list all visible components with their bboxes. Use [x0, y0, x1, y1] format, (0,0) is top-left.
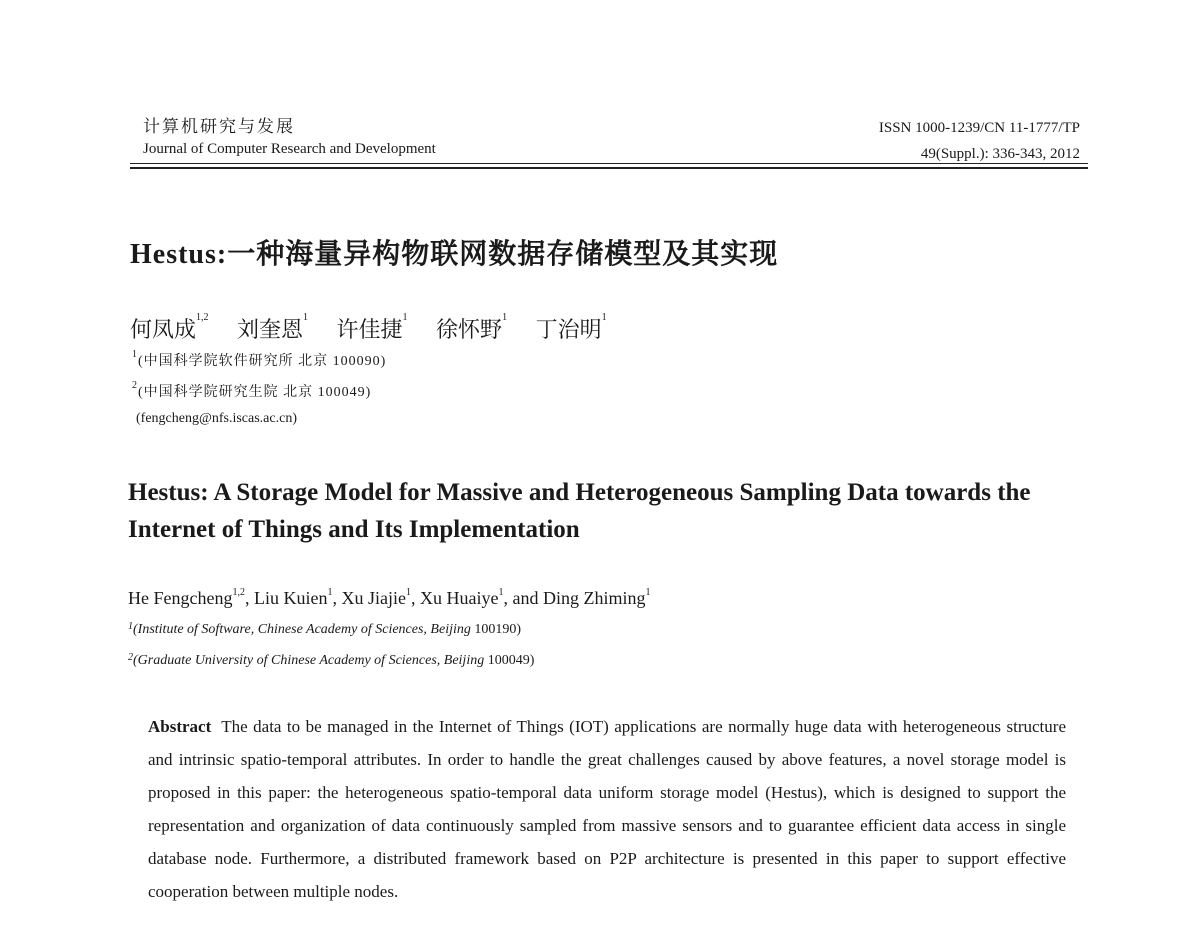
author-cn: 许佳捷$^1$	[336, 312, 408, 342]
author-cn: 何凤成$^{1,2}$	[130, 312, 209, 342]
author-en: Liu Kuien$^1$	[253, 587, 333, 608]
author-cn: 丁治明$^1$	[535, 312, 607, 342]
affiliation-en-2: $^2$(Graduate University of Chinese Academy of Sciences, Beijing 100049)	[128, 652, 535, 668]
affiliation-cn-1: $^1$(中国科学院软件研究所 北京 100090)	[132, 349, 387, 369]
author-en: He Fengcheng$^{1,2}$	[128, 587, 245, 608]
affiliation-cn-2: $^2$(中国科学院研究生院 北京 100049)	[132, 380, 372, 400]
author-cn: 刘奎恩$^1$	[237, 312, 309, 342]
author-email: (fengcheng@nfs.iscas.ac.cn)	[136, 411, 297, 426]
author-en: Xu Jiajie$^1$	[341, 587, 411, 608]
paper-title-cn: Hestus:一种海量异构物联网数据存储模型及其实现	[130, 239, 779, 270]
author-list-cn	[130, 313, 607, 344]
issn: ISSN 1000-1239/CN 11-1777/TP	[878, 120, 1080, 136]
abstract-label: Abstract	[148, 717, 212, 736]
journal-name-cn: 计算机研究与发展	[143, 117, 295, 136]
abstract	[148, 710, 1066, 908]
author-list-en: He Fengcheng$^{1,2}$, Liu Kuien$^1$, Xu Jiajie$^1$, Xu Huaiye$^1$, and Ding Zhiming$^1$	[128, 587, 651, 608]
author-en: Ding Zhiming$^1$	[542, 587, 651, 608]
journal-name-en: Journal of Computer Research and Development	[143, 141, 436, 157]
affiliation-en-1: $^1$(Institute of Software, Chinese Academy of Sciences, Beijing 100190)	[128, 621, 522, 637]
header-rule-thin	[130, 163, 1088, 164]
volume-pages: 49(Suppl.): 336-343, 2012	[920, 146, 1080, 162]
header-rule-thick	[130, 167, 1088, 169]
paper-title-en: Hestus: A Storage Model for Massive and Heterogeneous Sampling Data towards the Internet of Things and Its Implementation	[128, 479, 1031, 543]
author-cn: 徐怀野$^1$	[436, 312, 508, 342]
abstract-text: The data to be managed in the Internet of Things (IOT) applications are normally huge data with heterogeneous structure and intrinsic spatio-temporal attributes. In order to handle the great challenges caused by above features, a novel storage model is proposed in this paper: the heterogeneous spatio-temporal data uniform storage model (Hestus), which is designed to support the representation and organization of data continuously sampled from massive sensors and to guarantee efficient data access in single database node. Furthermore, a distributed framework based on P2P architecture is presented in this paper to support effective cooperation between multiple nodes.	[148, 717, 1066, 901]
author-en: Xu Huaiye$^1$	[419, 587, 504, 608]
